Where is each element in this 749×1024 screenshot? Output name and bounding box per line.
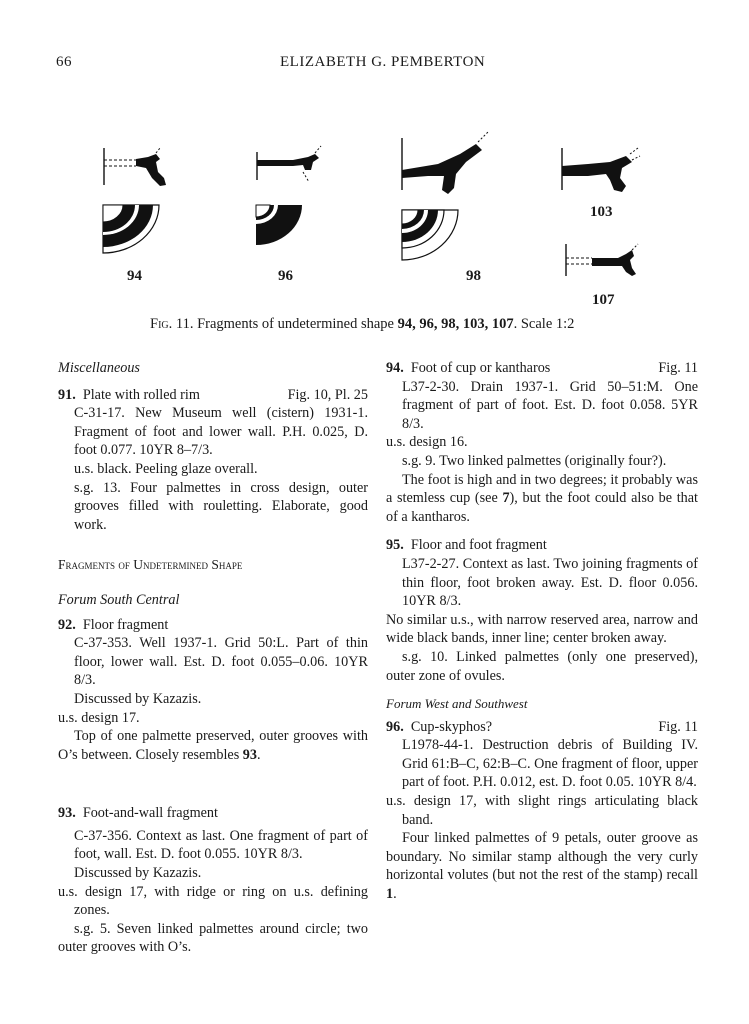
entry-93-discussed: Discussed by Kazazis. bbox=[74, 865, 202, 882]
entry-94-text-end: ), but the foot could also be that of a kantharos. bbox=[386, 490, 698, 525]
profile-96-drawing bbox=[253, 140, 333, 190]
profile-94-drawing bbox=[100, 140, 180, 190]
section-undetermined-shape: Fragments of Undetermined Shape bbox=[58, 557, 243, 573]
entry-94-ref: 7 bbox=[502, 490, 510, 507]
running-head: ELIZABETH G. PEMBERTON bbox=[280, 54, 486, 70]
caption-numbers: 94, 96, 98, 103, 107 bbox=[397, 316, 514, 332]
figure-caption: Fig. 11. Fragments of undetermined shape 94, 96, 98, 103, 107. Scale 1:2 bbox=[150, 316, 575, 332]
entry-92-text bbox=[58, 727, 368, 764]
entry-93-description: C-37-356. Context as last. One fragment of part of foot, wall. Est. D. foot 0.055. 10YR 8/3. bbox=[74, 827, 368, 863]
entry-96-text bbox=[386, 829, 698, 903]
page-number: 66 bbox=[56, 54, 72, 70]
figure-label-107: 107 bbox=[592, 292, 615, 308]
entry-94-description: L37-2-30. Drain 1937-1. Grid 50–51:M. One fragment of part of foot. Est. D. foot 0.058. 5YR 8/3. bbox=[402, 378, 698, 432]
entry-93-title: Foot-and-wall fragment bbox=[82, 805, 218, 822]
figure-label-98: 98 bbox=[466, 268, 481, 284]
entry-96-underside: u.s. design 17, with slight rings articulating black band. bbox=[386, 793, 698, 828]
right-column bbox=[386, 359, 698, 904]
entry-91-title: Plate with rolled rim bbox=[82, 386, 200, 403]
entry-92-number: 92. bbox=[58, 616, 76, 633]
entry-92-text-body: Top of one palmette preserved, outer grooves with O’s between. Closely resembles bbox=[58, 728, 368, 763]
subsection-forum-west-southwest: Forum West and Southwest bbox=[386, 696, 528, 712]
entry-95-underside: No similar u.s., with narrow reserved area, narrow and wide black bands, inner line; center broken away. bbox=[386, 611, 698, 647]
subsection-forum-south-central: Forum South Central bbox=[58, 591, 180, 608]
entry-92-ref: 93 bbox=[242, 746, 257, 763]
entry-94-figref: Fig. 11 bbox=[658, 360, 698, 376]
entry-91-figref: Fig. 10, Pl. 25 bbox=[287, 386, 368, 403]
entry-96-text-body: Four linked palmettes of 9 petals, outer groove as boundary. No similar stamp although the very curly horizontal volutes (but not the rest of the stamp) recall bbox=[386, 830, 698, 884]
entry-96-title: Cup-skyphos? bbox=[410, 718, 493, 735]
entry-96-ref: 1 bbox=[386, 886, 394, 903]
entry-91-underside: u.s. black. Peeling glaze overall. bbox=[74, 460, 258, 477]
entry-95-number: 95. bbox=[386, 537, 404, 554]
entry-96-figref: Fig. 11 bbox=[658, 718, 698, 735]
entry-93-stamp: s.g. 5. Seven linked palmettes around circle; two outer grooves with O’s. bbox=[58, 920, 368, 956]
profile-98-drawing bbox=[398, 130, 498, 200]
entry-96-text-end: . bbox=[393, 886, 397, 903]
entry-94-underside: u.s. design 16. bbox=[386, 434, 468, 451]
section-miscellaneous: Miscellaneous bbox=[58, 360, 140, 376]
caption-prefix: Fig. 11. bbox=[150, 316, 194, 332]
entry-96-number: 96. bbox=[386, 718, 404, 735]
entry-95-title: Floor and foot fragment bbox=[410, 537, 547, 554]
entry-94-text-body: The foot is high and in two degrees; it probably was a stemless cup (see bbox=[386, 471, 698, 507]
entry-95-description: L37-2-27. Context as last. Two joining fragments of thin floor, foot broken away. Est. D. floor 0.056. 10YR 8/3. bbox=[402, 555, 698, 610]
profile-107-drawing bbox=[562, 240, 652, 285]
entry-91-heading bbox=[58, 386, 368, 405]
entry-93-number: 93. bbox=[58, 805, 76, 822]
figure-label-103: 103 bbox=[590, 204, 613, 220]
entry-96-description: L1978-44-1. Destruction debris of Building IV. Grid 61:B–C, 62:B–C. One fragment of floor, upper part of foot. P.H. 0.012, est. D. foot 0.05. 10YR 8/4. bbox=[402, 737, 698, 791]
entry-94-stamp: s.g. 9. Two linked palmettes (originally four?). bbox=[402, 452, 667, 469]
entry-91-description: C-31-17. New Museum well (cistern) 1931-1. Fragment of foot and lower wall. P.H. 0.025, D. foot 0.077. 10YR 8–7/3. bbox=[74, 405, 368, 459]
stamp-94-drawing bbox=[103, 205, 163, 255]
stamp-96-drawing bbox=[256, 205, 306, 250]
entry-91-number: 91. bbox=[58, 386, 76, 403]
left-column bbox=[58, 359, 368, 957]
stamp-98-drawing bbox=[402, 210, 462, 265]
entry-92-underside: u.s. design 17. bbox=[58, 709, 140, 726]
profile-103-drawing bbox=[558, 140, 648, 200]
entry-93-underside: u.s. design 17, with ridge or ring on u.s. defining zones. bbox=[58, 883, 368, 919]
entry-92-title: Floor fragment bbox=[82, 616, 169, 633]
figure-label-94: 94 bbox=[127, 268, 142, 284]
entry-91-stamp: s.g. 13. Four palmettes in cross design, outer grooves filled with rouletting. Elaborate, good work. bbox=[74, 479, 368, 533]
entry-92-description: C-37-353. Well 1937-1. Grid 50:L. Part of thin floor, lower wall. Est. D. foot 0.055–0.06. 10YR 8/3. bbox=[74, 635, 368, 689]
entry-92-discussed: Discussed by Kazazis. bbox=[74, 690, 202, 707]
entry-94-number: 94. bbox=[386, 360, 404, 376]
entry-94-text bbox=[386, 471, 698, 527]
caption-scale: Scale 1:2 bbox=[520, 316, 575, 332]
entry-96-heading bbox=[386, 718, 698, 737]
caption-text: Fragments of undetermined shape bbox=[197, 316, 394, 332]
entry-92-text-end: . bbox=[256, 746, 261, 763]
entry-94-title: Foot of cup or kantharos bbox=[410, 360, 551, 376]
entry-94-heading bbox=[386, 359, 698, 378]
figure-label-96: 96 bbox=[278, 268, 293, 284]
entry-95-stamp: s.g. 10. Linked palmettes (only one preserved), outer zone of ovules. bbox=[386, 648, 698, 684]
